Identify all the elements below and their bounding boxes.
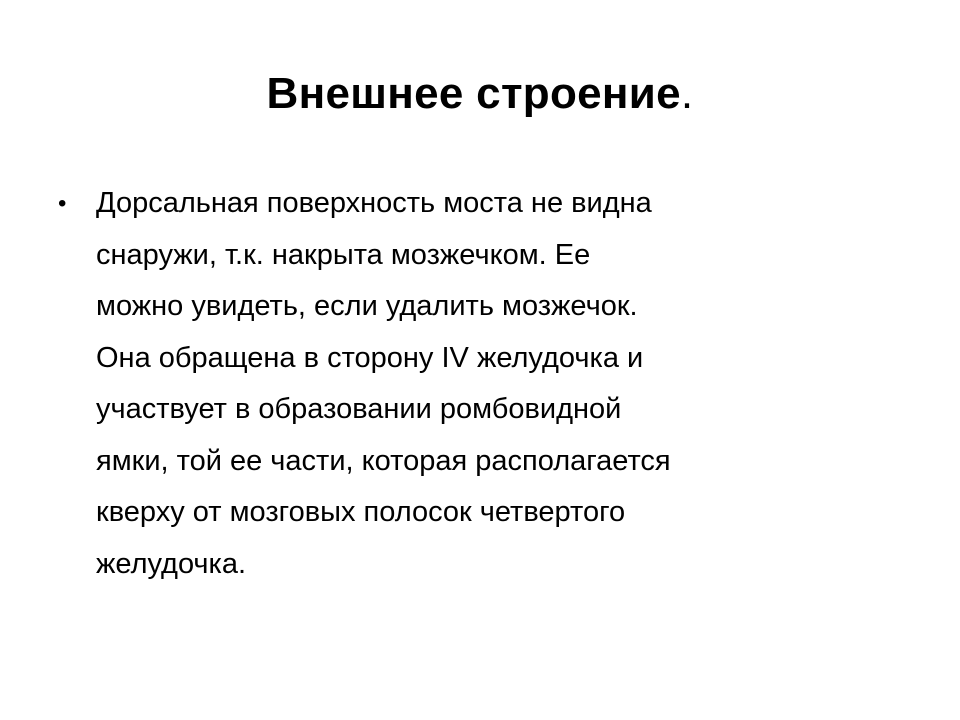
bullet-text-line: ямки, той ее части, которая располагается <box>96 444 671 477</box>
bullet-text-line: Дорсальная поверхность моста не видна <box>96 187 652 219</box>
bullet-text-line: кверху от мозговых полосок четвертого <box>96 496 626 528</box>
bullet-text-line: можно увидеть, если удалить мозжечок. <box>96 290 638 322</box>
slide-title <box>0 62 960 126</box>
bullet-icon: • <box>58 190 67 217</box>
bullet-text-line: Она обращена в сторону IV желудочка и <box>96 341 644 374</box>
bullet-item <box>58 178 878 590</box>
bullet-text-line: желудочка. <box>96 547 247 580</box>
slide-title-punctuation: . <box>680 69 694 118</box>
bullet-text-line: участвует в образовании ромбовидной <box>96 393 622 425</box>
bullet-text <box>96 178 878 590</box>
slide-title-text: Внешнее строение <box>266 69 681 118</box>
slide-content <box>58 178 878 590</box>
bullet-text-line: снаружи, т.к. накрыта мозжечком. Ее <box>96 238 591 271</box>
